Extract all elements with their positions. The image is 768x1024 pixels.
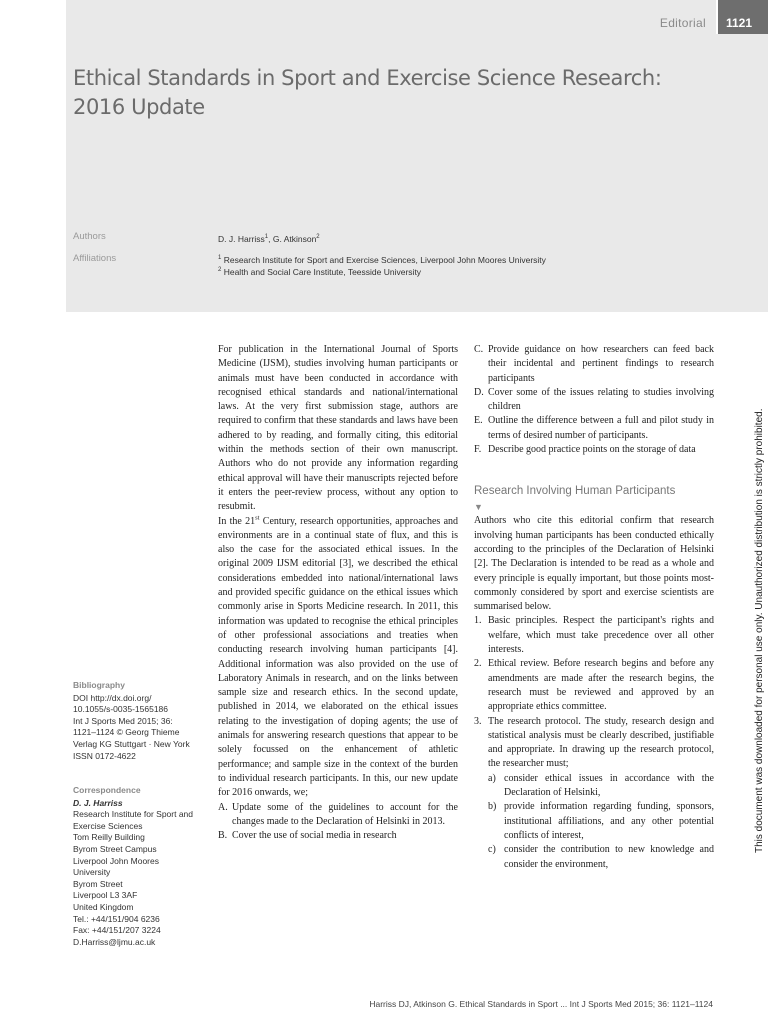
list-text: Basic principles. Respect the participant's rights and welfare, which must take precedence over all other interests. xyxy=(488,615,714,656)
corr-line: Tel.: +44/151/904 6236 xyxy=(73,913,160,924)
corr-line: University xyxy=(73,867,111,878)
list-item xyxy=(474,343,714,386)
numbered-item xyxy=(474,614,714,657)
list-marker: B. xyxy=(218,830,228,842)
bib-line: 1121–1124 © Georg Thieme xyxy=(73,727,180,738)
download-notice: This document was downloaded for personal use only. Unauthorized distribution is strictly prohibited. xyxy=(754,408,765,853)
corr-line: Research Institute for Sport and xyxy=(73,809,194,820)
corr-line: Liverpool John Moores xyxy=(73,855,159,866)
corr-line: Byrom Street Campus xyxy=(73,843,157,854)
affiliation-text: Research Institute for Sport and Exercise Sciences, Liverpool John Moores University xyxy=(223,254,546,265)
bibliography-heading: Bibliography xyxy=(73,680,125,690)
paragraph: Authors who cite this editorial confirm that research involving human participants has been conducted ethically according to the principles of the Declaration of Helsinki [2]. The Declaration is intended to be read as a whole and every principle is equally important, but those points most-commonly considered by sport and exercise scientists are summarised below. xyxy=(474,515,714,613)
bib-line[interactable]: 10.1055/s-0035-1565186 xyxy=(73,704,168,715)
list-text: Provide guidance on how researchers can feed back their incidental and pertinent findings to research participants xyxy=(488,344,714,384)
corr-line: United Kingdom xyxy=(73,901,134,912)
affiliation-item xyxy=(218,265,546,277)
author-name: D. J. Harriss xyxy=(218,233,265,244)
article-title: Ethical Standards in Sport and Exercise Science Research: 2016 Update xyxy=(73,66,662,119)
affiliation-item xyxy=(218,253,546,265)
list-text: Outline the difference between a full and pilot study in terms of desired number of participants. xyxy=(488,415,714,441)
bib-line: Verlag KG Stuttgart · New York xyxy=(73,738,190,749)
bibliography-box xyxy=(73,680,208,762)
correspondence-name: D. J. Harriss xyxy=(73,797,123,808)
correspondence-heading: Correspondence xyxy=(73,785,141,795)
correspondence-box xyxy=(73,785,208,948)
corr-line: Fax: +44/151/207 3224 xyxy=(73,925,161,936)
page-footer: Harriss DJ, Atkinson G. Ethical Standards in Sport ... Int J Sports Med 2015; 36: 1121–1124 xyxy=(369,999,713,1009)
page-number: 1121 xyxy=(716,0,768,34)
affiliation-sup: 2 xyxy=(218,267,222,274)
body-column-right xyxy=(474,343,714,872)
affiliation-text: Health and Social Care Institute, Teesside University xyxy=(223,267,422,278)
list-item xyxy=(474,414,714,443)
numbered-item xyxy=(474,657,714,714)
affiliations-list xyxy=(218,253,546,278)
bib-line[interactable]: DOI http://dx.doi.org/ xyxy=(73,692,152,703)
list-marker: 1. xyxy=(474,615,482,627)
list-marker: C. xyxy=(474,344,484,355)
sub-item xyxy=(474,843,714,872)
superscript: st xyxy=(255,514,260,522)
list-marker: F. xyxy=(474,444,482,456)
corr-line: Byrom Street xyxy=(73,878,123,889)
list-item xyxy=(474,386,714,415)
paragraph: For publication in the International Journal of Sports Medicine (IJSM), studies involving human participants or animals must have been conducted in accordance with recognised ethical standards and national/international laws. At the very first submission stage, authors are required to confirm that these standards and laws have been adhered to by reading, and formally citing, this editorial within the methods section of their own manuscript. Authors who do not provide any information regarding ethical approval will have their manuscripts rejected before it enters the peer-review process, without any option to resubmit. xyxy=(218,344,458,513)
bib-line: Int J Sports Med 2015; 36: xyxy=(73,715,173,726)
list-marker: E. xyxy=(474,415,483,427)
body-column-left xyxy=(218,343,458,843)
list-text: Update some of the guidelines to account for the changes made to the Declaration of Helsinki in 2013. xyxy=(232,801,458,827)
list-marker: 3. xyxy=(474,715,482,727)
section-label: Editorial xyxy=(659,16,706,30)
text-run: In the 21 xyxy=(218,515,256,527)
list-marker: A. xyxy=(218,801,228,813)
list-item xyxy=(218,829,458,843)
author-sup: 1 xyxy=(264,234,269,240)
affiliations-label: Affiliations xyxy=(73,253,117,264)
author-sup: 2 xyxy=(316,234,320,240)
sub-item xyxy=(474,800,714,843)
list-text: The research protocol. The study, research design and statistical analysis must be clearly described, justifiable and appropriate. In drawing up the research protocol, the researcher must; xyxy=(488,715,714,770)
corr-email[interactable]: D.Harriss@ljmu.ac.uk xyxy=(73,936,156,947)
list-marker: 2. xyxy=(474,658,482,670)
numbered-item xyxy=(474,715,714,772)
bib-line: ISSN 0172-4622 xyxy=(73,750,136,761)
running-head xyxy=(660,0,768,34)
corr-line: Exercise Sciences xyxy=(73,820,143,831)
list-text: Cover some of the issues relating to studies involving children xyxy=(488,386,714,413)
list-text: Ethical review. Before research begins and before any amendments are made after the research begins, the research must be reviewed and approved by an appropriate ethics committee. xyxy=(488,658,714,713)
section-heading xyxy=(474,484,714,514)
authors-line: D. J. Harriss$^1$, G. Atkinson$^2$ xyxy=(218,233,320,244)
list-text: Describe good practice points on the storage of data xyxy=(488,444,696,456)
text-run: Century, research opportunities, approaches and environments are in a continual state of flux, and this is also the case for the associated ethical issues. In the original 2009 IJSM editorial [3], we described the ethical considerations embedded into national/international laws and provided specific guidance on the ethical issues which commonly arise in Sports Medicine research. In 2011, this information was updated to recognise the ethical principles of other professional associations and treaties when conducting research involving human participants [4]. Additional information was also provided on the use of Laboratory Animals in research, and on the links between sample size and research ethics. In the second update, published in 2014, we elaborated on the ethical issues relating to the investigation of doping agents; the use of animals for answering research questions that appear to be solely focussed on the enhancement of athletic performance; and sample size in the context of the burden to individual research participants. In this, our new update for 2016 onwards, we; xyxy=(218,515,459,799)
triangle-down-icon: ▼ xyxy=(474,502,483,513)
list-text: provide information regarding funding, sponsors, institutional affiliations, and any other potential conflicts of interest, xyxy=(504,801,714,841)
list-text: consider ethical issues in accordance with the Declaration of Helsinki, xyxy=(504,772,714,799)
list-marker: c) xyxy=(488,844,496,856)
section-heading-text: Research Involving Human Participants xyxy=(474,485,676,498)
list-item xyxy=(218,801,458,830)
list-marker: b) xyxy=(488,801,497,813)
corr-line: Liverpool L3 3AF xyxy=(73,890,138,901)
author-name: G. Atkinson xyxy=(272,233,317,244)
list-marker: a) xyxy=(488,772,496,784)
corr-line: Tom Reilly Building xyxy=(73,832,145,843)
sub-item xyxy=(474,772,714,801)
list-marker: D. xyxy=(474,386,484,398)
list-text: Cover the use of social media in research xyxy=(232,830,397,842)
affiliation-sup: 1 xyxy=(218,255,222,261)
authors-label: Authors xyxy=(73,231,106,242)
paragraph xyxy=(218,515,458,801)
list-text: consider the contribution to new knowledge and consider the environment, xyxy=(504,844,714,870)
list-item xyxy=(474,443,714,457)
